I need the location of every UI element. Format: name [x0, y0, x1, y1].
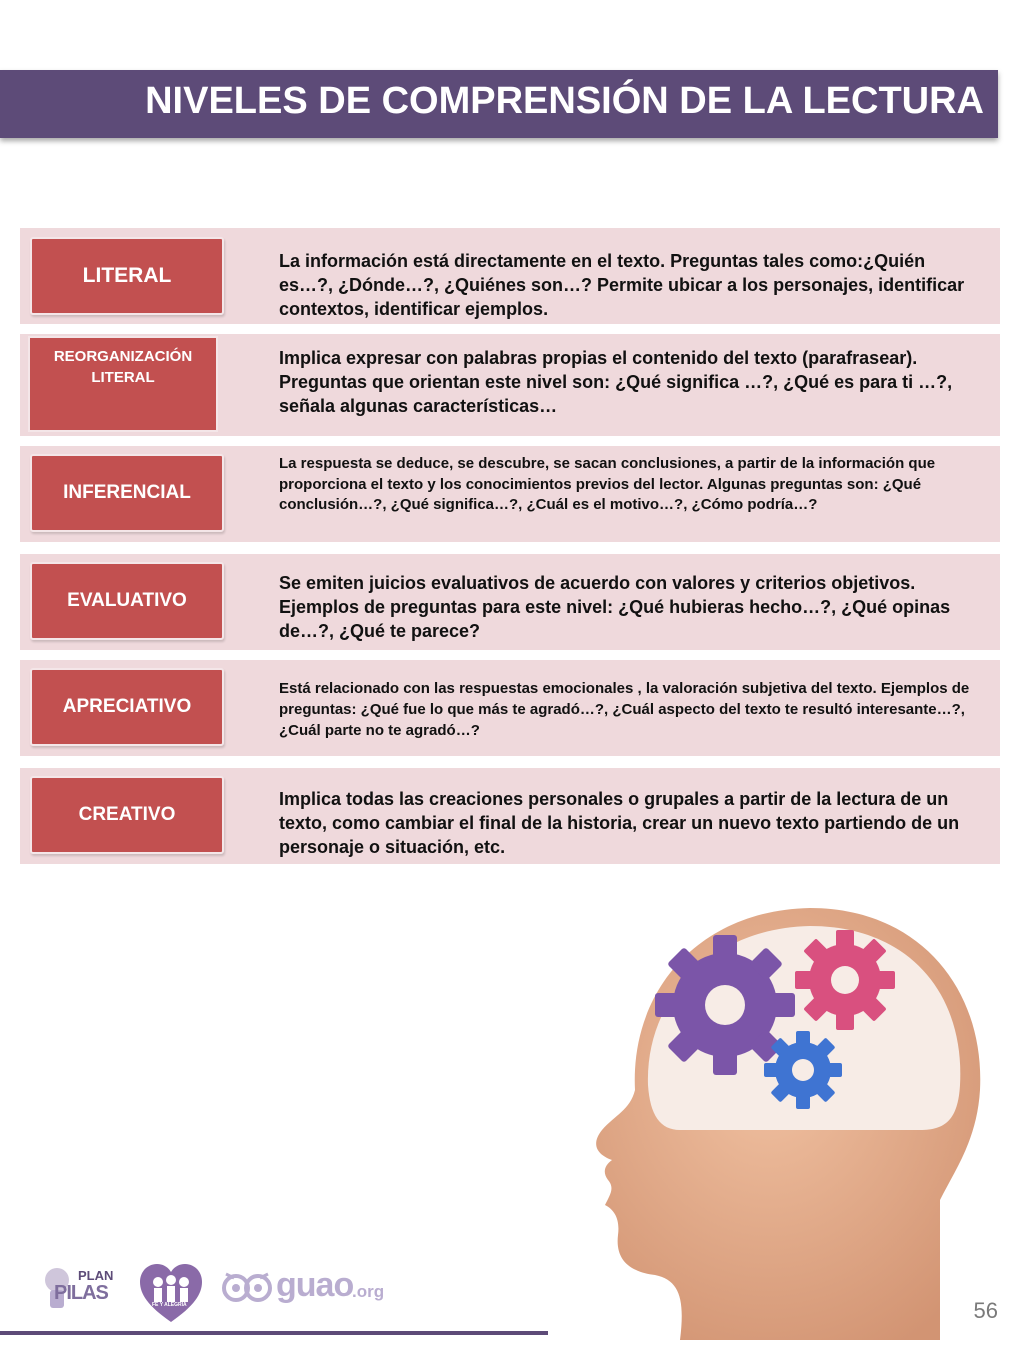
- fe-y-alegria-logo: [138, 1262, 204, 1324]
- row-divider: [20, 542, 1000, 543]
- head-with-gears-illustration: [560, 880, 1020, 1340]
- guao-label: guao: [276, 1266, 354, 1304]
- level-description-creativo: Implica todas las creaciones personales o grupales a partir de la lectura de un texto, como cambiar el final de la historia, crear un nuevo texto partiendo de un personaje o situación, etc.: [279, 789, 960, 857]
- row-divider: [20, 324, 1000, 325]
- level-row-apreciativo: [20, 660, 1000, 756]
- level-label-text: REORGANIZACIÓN LITERAL: [53, 348, 193, 386]
- footer-line: [0, 1331, 548, 1335]
- purple-gear-icon: [655, 935, 795, 1075]
- level-row-literal: [20, 228, 1000, 324]
- title-bar: [0, 70, 998, 138]
- level-label-text: EVALUATIVO: [67, 590, 187, 611]
- plan-pilas-logo: [40, 1262, 120, 1312]
- level-label-text: LITERAL: [82, 264, 172, 287]
- level-label-text: CREATIVO: [78, 804, 176, 825]
- plan-label: PLAN: [78, 1268, 114, 1283]
- blue-gear-icon: [764, 1031, 842, 1109]
- owl-icon: [222, 1266, 272, 1312]
- fe-y-alegria-label: FE Y ALEGRÍA: [152, 1302, 187, 1308]
- row-divider: [20, 756, 1000, 757]
- level-description-evaluativo: Se emiten juicios evaluativos de acuerdo con valores y criterios objetivos. Ejemplos de preguntas para este nivel: ¿Qué hubieras hecho…?, ¿Qué opinas de…?, ¿Qué te parece?: [279, 573, 951, 641]
- heart-icon: [138, 1262, 204, 1324]
- page-number: 56: [973, 1298, 998, 1323]
- guao-suffix-label: .org: [352, 1282, 385, 1301]
- level-label-apreciativo: [30, 668, 224, 746]
- level-row-creativo: [20, 768, 1000, 864]
- pilas-label: PILAS: [54, 1282, 108, 1304]
- level-label-inferencial: [30, 454, 224, 532]
- row-divider: [20, 436, 1000, 437]
- level-description-reorganizacion: Implica expresar con palabras propias el contenido del texto (parafrasear). Preguntas que orientan este nivel son: ¿Qué significa …?, ¿Qué es para ti …?, señala algunas características…: [279, 348, 953, 416]
- level-row-reorganizacion: [20, 334, 1000, 436]
- level-label-text: INFERENCIAL: [63, 482, 191, 503]
- level-description-inferencial: La respuesta se deduce, se descubre, se sacan conclusiones, a partir de la información que proporciona el texto y los conocimientos previos del lector. Algunas preguntas son: ¿Qué conclusión…?, ¿Qué significa…?, ¿Cuál es el motivo…?, ¿Cómo podría…?: [279, 455, 936, 513]
- level-label-reorganizacion: [28, 336, 218, 432]
- level-label-creativo: [30, 776, 224, 854]
- level-label-text: APRECIATIVO: [62, 696, 192, 717]
- level-label-literal: [30, 237, 224, 315]
- row-divider: [20, 650, 1000, 651]
- guao-logo: [222, 1266, 392, 1316]
- level-row-evaluativo: [20, 554, 1000, 650]
- level-label-evaluativo: [30, 562, 224, 640]
- level-description-literal: La información está directamente en el texto. Preguntas tales como:¿Quién es…?, ¿Dónde…?, ¿Quiénes son…? Permite ubicar a los personajes, identificar contextos, identificar ejemplos.: [279, 251, 965, 319]
- pink-gear-icon: [795, 930, 895, 1030]
- page-title: NIVELES DE COMPRENSIÓN DE LA LECTURA: [145, 80, 984, 122]
- level-row-inferencial: [20, 446, 1000, 542]
- level-description-apreciativo: Está relacionado con las respuestas emocionales , la valoración subjetiva del texto. Ejemplos de preguntas: ¿Qué fue lo que más te agradó…?, ¿Cuál aspecto del texto te resultó interesante…?, ¿Cuál parte no te agradó…?: [279, 680, 970, 739]
